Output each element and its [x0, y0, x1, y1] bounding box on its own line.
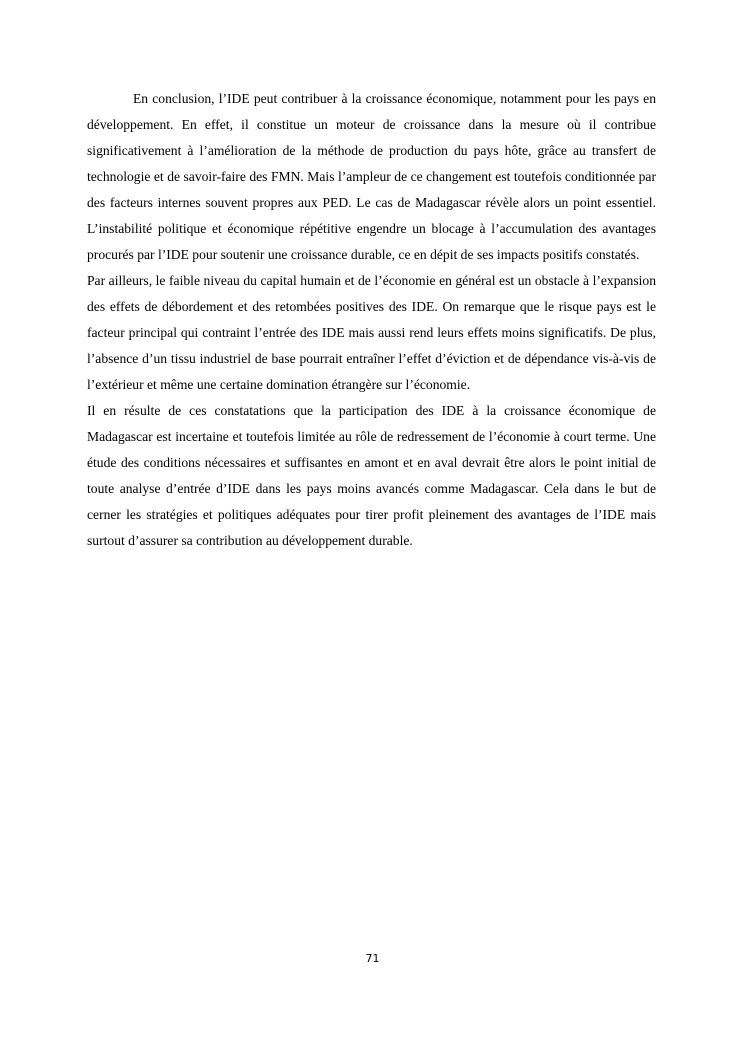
body-text	[87, 86, 656, 554]
paragraph-findings: Il en résulte de ces constatations que la participation des IDE à la croissance économique de Madagascar est incertaine et toutefois limitée au rôle de redressement de l’économie à court terme. Une étude des conditions nécessaires et suffisantes en amont et en aval devrait être alors le point initial de toute analyse d’entrée d’IDE dans les pays moins avancés comme Madagascar. Cela dans le but de cerner les stratégies et politiques adéquates pour tirer profit pleinement des avantages de l’IDE mais surtout d’assurer sa contribution au développement durable.	[87, 403, 656, 548]
page-number: 71	[365, 952, 380, 965]
paragraph-conclusion: En conclusion, l’IDE peut contribuer à la croissance économique, notamment pour les pays en développement. En effet, il constitue un moteur de croissance dans la mesure où il contribue significativement à l’amélioration de la méthode de production du pays hôte, grâce au transfert de technologie et de savoir-faire des FMN. Mais l’ampleur de ce changement est toutefois conditionnée par des facteurs internes souvent propres aux PED. Le cas de Madagascar révèle alors un point essentiel. L’instabilité politique et économique répétitive engendre un blocage à l’accumulation des avantages procurés par l’IDE pour soutenir une croissance durable, ce en dépit de ses impacts positifs constatés.	[87, 91, 656, 262]
paragraph-obstacles: Par ailleurs, le faible niveau du capital humain et de l’économie en général est un obstacle à l’expansion des effets de débordement et des retombées positives des IDE. On remarque que le risque pays est le facteur principal qui contraint l’entrée des IDE mais aussi rend leurs effets moins significatifs. De plus, l’absence d’un tissu industriel de base pourrait entraîner l’effet d’éviction et de dépendance vis-à-vis de l’extérieur et même une certaine domination étrangère sur l’économie.	[87, 273, 656, 392]
